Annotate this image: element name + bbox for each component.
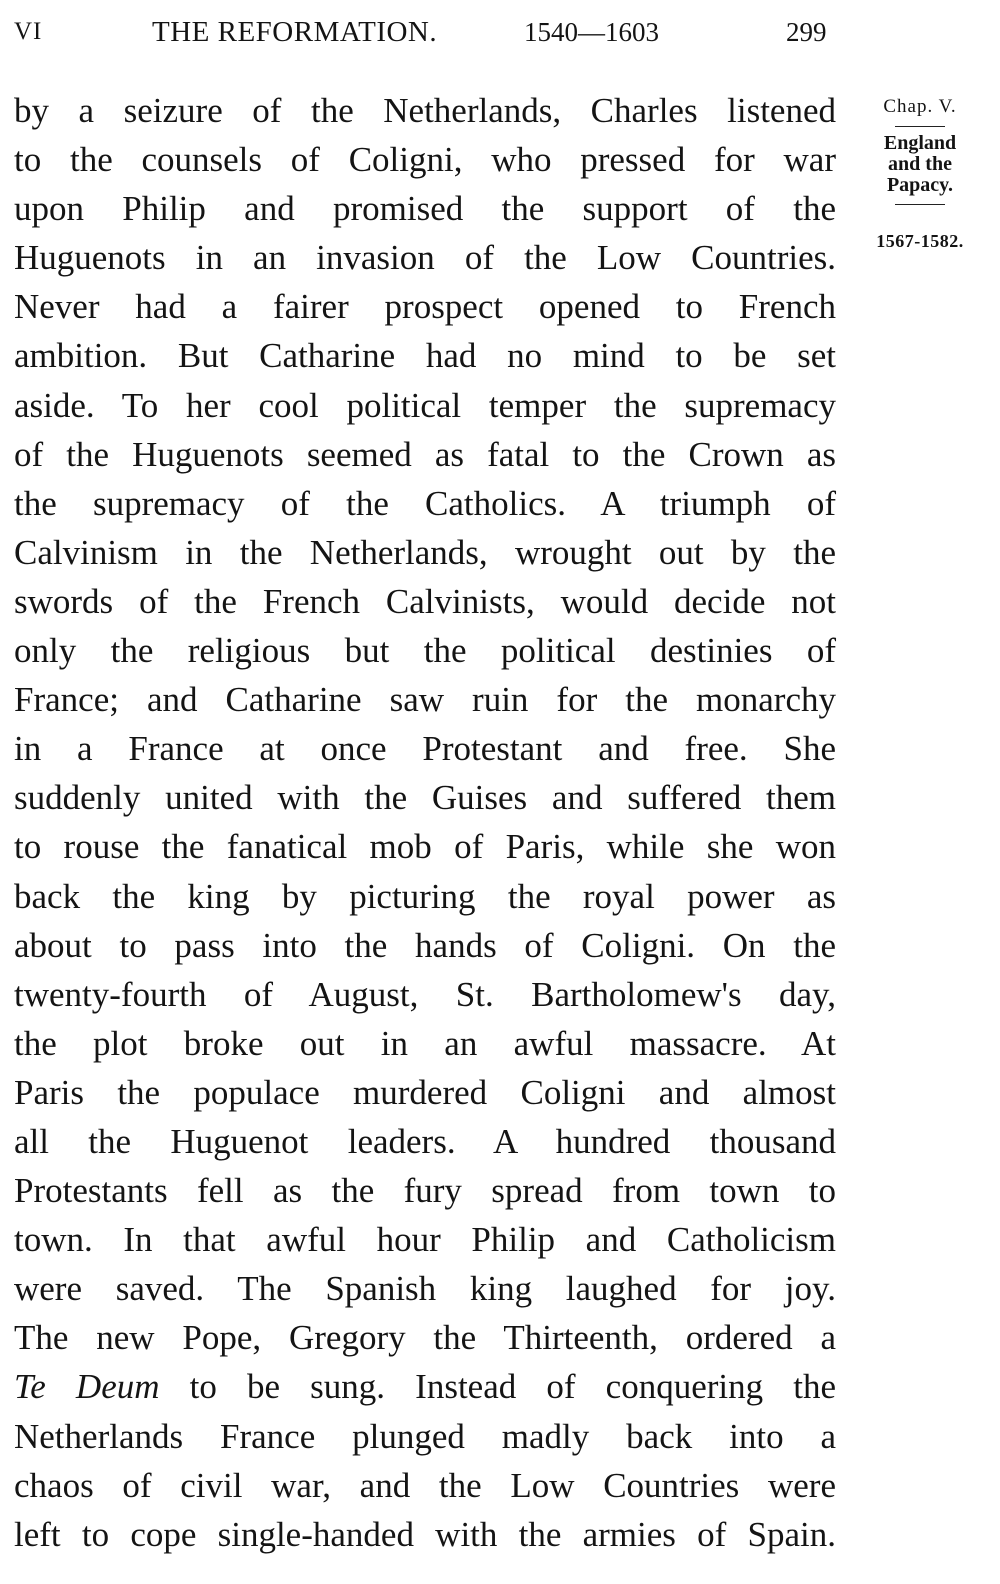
margin-note-topic-line: and the	[888, 153, 952, 175]
text-line: chaos of civil war, and the Low Countries were	[14, 1465, 836, 1505]
text-line: Netherlands France plunged madly back into a	[14, 1416, 836, 1456]
text-line: aside. To her cool political temper the supremacy	[14, 385, 836, 425]
text-line: ambition. But Catharine had no mind to be set	[14, 336, 836, 376]
text-line: The new Pope, Gregory the Thirteenth, ordered a	[14, 1318, 836, 1358]
text-line: suddenly united with the Guises and suffered them	[14, 778, 836, 818]
text-line: to the counsels of Coligni, who pressed for war	[14, 140, 836, 180]
text-line: left to cope single-handed with the armies of Spain.	[14, 1514, 836, 1554]
text-line: the plot broke out in an awful massacre. At	[14, 1023, 836, 1063]
margin-note-topic-line: England	[883, 132, 957, 154]
text-line: of the Huguenots seemed as fatal to the Crown as	[14, 434, 836, 474]
margin-note-rule-bottom	[895, 204, 945, 205]
running-head-section-number: VI	[14, 18, 43, 45]
italic-phrase-te-deum: Te Deum	[14, 1367, 160, 1407]
margin-note-topic-line: Papacy.	[886, 174, 954, 196]
text-line: to rouse the fanatical mob of Paris, while she won	[14, 827, 836, 867]
text-line: town. In that awful hour Philip and Catholicism	[14, 1220, 836, 1260]
body-text	[14, 86, 836, 1559]
text-line: Paris the populace murdered Coligni and almost	[14, 1072, 836, 1112]
text-line: about to pass into the hands of Coligni. On the	[14, 925, 836, 965]
text-line: Calvinism in the Netherlands, wrought out by the	[14, 532, 836, 572]
margin-note-date-range: 1567-1582.	[876, 231, 964, 251]
text-line: the supremacy of the Catholics. A triumph of	[14, 483, 836, 523]
running-head-dates: 1540—1603	[524, 17, 659, 47]
page-number: 299	[786, 17, 827, 47]
running-head	[0, 0, 1000, 60]
text-line: all the Huguenot leaders. A hundred thousand	[14, 1121, 836, 1161]
text-line: Protestants fell as the fury spread from town to	[14, 1171, 836, 1211]
text-line: back the king by picturing the royal power as	[14, 876, 836, 916]
text-line: Huguenots in an invasion of the Low Countries.	[14, 238, 836, 278]
margin-note-rule-top	[895, 126, 945, 127]
text-line: France; and Catharine saw ruin for the monarchy	[14, 680, 836, 720]
text-line: only the religious but the political destinies of	[14, 631, 836, 671]
text-line-te-deum	[14, 1362, 836, 1411]
text-line: Never had a fairer prospect opened to French	[14, 287, 836, 327]
running-head-title: THE REFORMATION.	[152, 16, 438, 48]
text-line: swords of the French Calvinists, would decide not	[14, 581, 836, 621]
text-line-remainder: to be sung. Instead of conquering the	[159, 1367, 837, 1407]
text-line: twenty-fourth of August, St. Bartholomew's day,	[14, 974, 836, 1014]
text-line: in a France at once Protestant and free. She	[14, 729, 836, 769]
text-line: were saved. The Spanish king laughed for joy.	[14, 1269, 836, 1309]
text-line: by a seizure of the Netherlands, Charles listened	[14, 91, 836, 130]
margin-note-chapter: Chap. V.	[883, 96, 957, 117]
margin-note	[852, 96, 988, 252]
text-line: upon Philip and promised the support of the	[14, 189, 836, 229]
